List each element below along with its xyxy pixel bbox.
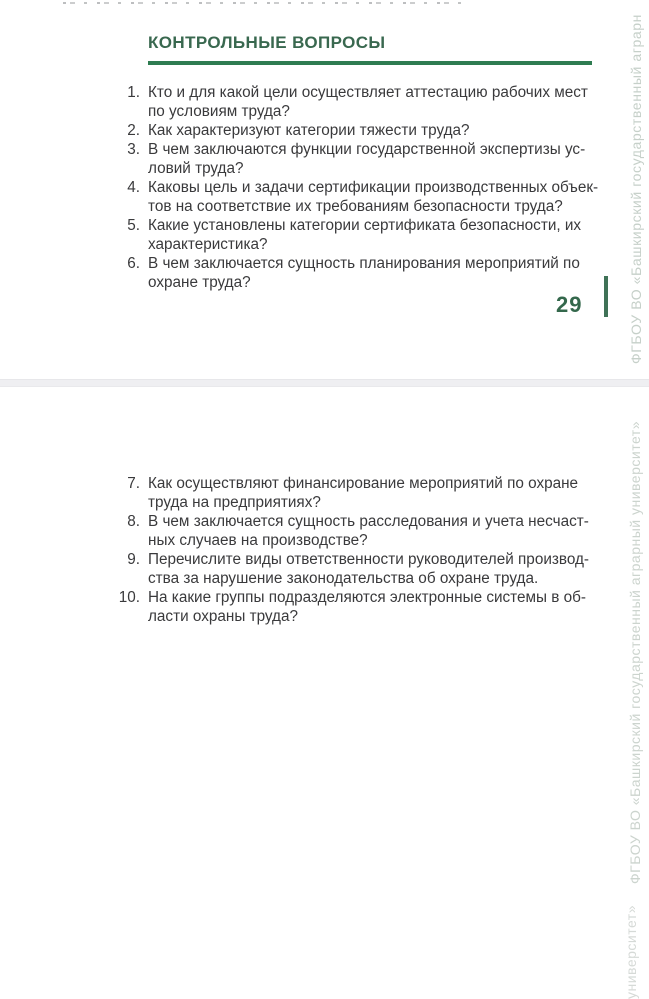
question-number: 10. (118, 589, 140, 606)
clipped-text-line (63, 0, 461, 5)
page-bottom (0, 387, 649, 999)
question-list-top (110, 83, 610, 292)
page-top (0, 0, 649, 379)
question-number: 2. (127, 122, 140, 139)
question-text: На какие группы подразделяются электронные системы в об- ласти охраны труда? (148, 589, 587, 625)
watermark-fragment: университет» (623, 905, 639, 999)
question-item (110, 216, 610, 254)
question-text: В чем заключаются функции государственной экспертизы ус- ловий труда? (148, 141, 586, 177)
watermark-top: ФГБОУ ВО «Башкирский государственный аграрн (628, 13, 644, 364)
question-number: 7. (127, 475, 140, 492)
question-text: Как осуществляют финансирование мероприятий по охране труда на предприятиях? (148, 475, 579, 511)
question-text: Какие установлены категории сертификата безопасности, их характеристика? (148, 217, 582, 253)
question-number: 9. (127, 551, 140, 568)
heading-rule (148, 61, 592, 65)
question-text: Перечислите виды ответственности руководителей производ- ства за нарушение законодательства об охране труда. (148, 551, 590, 587)
watermark-bottom: ФГБОУ ВО «Башкирский государственный аграрный университет» (627, 421, 643, 884)
question-item (110, 550, 610, 588)
question-number: 8. (127, 513, 140, 530)
question-text: Как характеризуют категории тяжести труда? (148, 122, 470, 139)
question-item (110, 254, 610, 292)
question-number: 3. (127, 141, 140, 158)
question-item (110, 140, 610, 178)
question-number: 5. (127, 217, 140, 234)
page-number-bar (604, 276, 608, 317)
question-number: 4. (127, 179, 140, 196)
question-item (110, 83, 610, 121)
question-text: В чем заключается сущность расследования и учета несчаст- ных случаев на производстве? (148, 513, 589, 549)
question-item (110, 588, 610, 626)
question-number: 6. (127, 255, 140, 272)
question-text: Каковы цель и задачи сертификации производственных объек- тов на соответствие их требованиям безопасности труда? (148, 179, 599, 215)
question-item (110, 121, 610, 140)
section-heading: КОНТРОЛЬНЫЕ ВОПРОСЫ (148, 33, 386, 52)
question-text: Кто и для какой цели осуществляет аттестацию рабочих мест по условиям труда? (148, 84, 588, 120)
question-text: В чем заключается сущность планирования мероприятий по охране труда? (148, 255, 580, 291)
question-number: 1. (127, 84, 140, 101)
question-item (110, 178, 610, 216)
page-number: 29 (556, 292, 583, 317)
question-list-bottom (110, 474, 610, 626)
page-gap (0, 379, 649, 387)
question-item (110, 512, 610, 550)
question-item (110, 474, 610, 512)
